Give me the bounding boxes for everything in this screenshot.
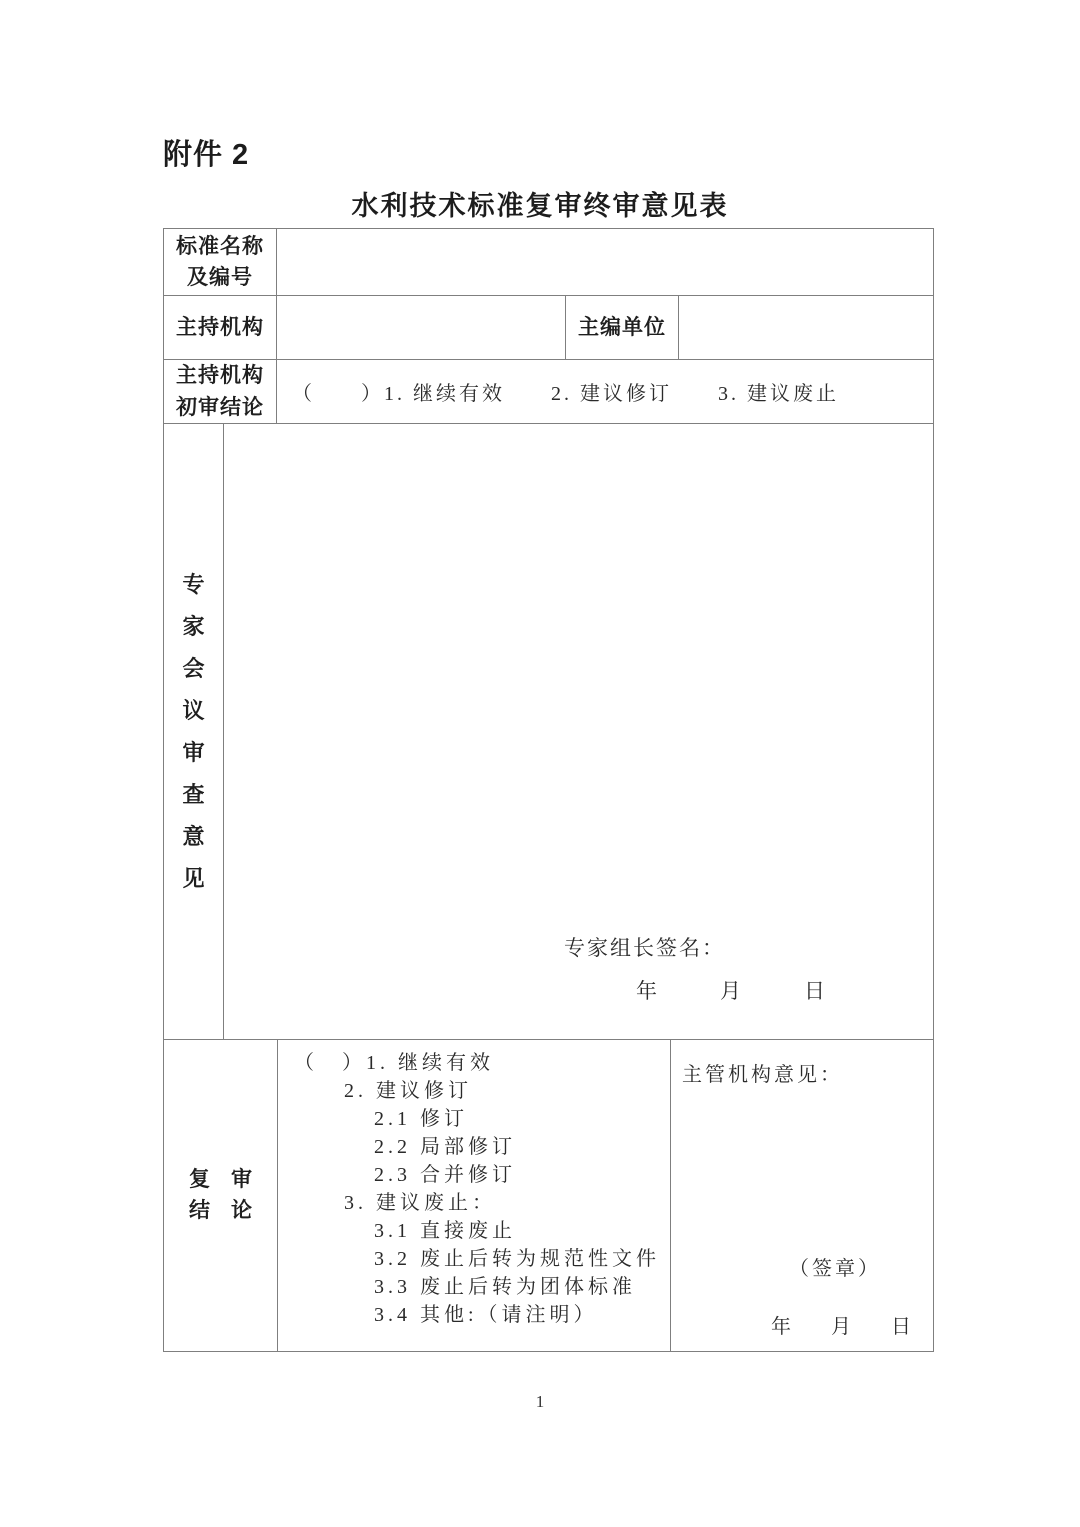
review-conclusion-options xyxy=(278,1040,671,1351)
preliminary-options-field[interactable]: （ ）1. 继续有效 2. 建议修订 3. 建议废止 xyxy=(292,383,839,405)
conclusion-option-line: 3. 建议废止： xyxy=(344,1192,496,1214)
conclusion-option-line: 2.3 合并修订 xyxy=(374,1164,516,1186)
expert-review-content-field[interactable] xyxy=(224,424,933,1039)
expert-leader-signature-line[interactable]: 专家组长签名： xyxy=(564,936,725,960)
row-expert-review xyxy=(164,424,933,1040)
preliminary-label xyxy=(164,360,277,423)
seal-label: （签章） xyxy=(789,1258,881,1280)
standard-name-label-line2: 及编号 xyxy=(187,266,253,289)
page-number: 1 xyxy=(535,1392,545,1411)
review-conclusion-label-line2: 结 论 xyxy=(189,1198,252,1222)
conclusion-option-line: 2.1 修订 xyxy=(374,1108,468,1130)
review-form-table xyxy=(163,228,934,1352)
conclusion-option-line[interactable]: （ ）1. 继续有效 xyxy=(294,1052,494,1074)
authority-date-line[interactable]: 年 月 日 xyxy=(771,1316,911,1338)
row-organizations xyxy=(164,296,933,360)
conclusion-option-line: 3.4 其他:（请注明） xyxy=(374,1304,598,1326)
chief-editor-label xyxy=(566,296,679,359)
conclusion-option-line: 3.2 废止后转为规范性文件 xyxy=(374,1248,660,1270)
chief-editor-label-text: 主编单位 xyxy=(578,315,666,339)
row-review-conclusion xyxy=(164,1040,933,1351)
row-standard-name xyxy=(164,229,933,296)
conclusion-option-line: 2. 建议修订 xyxy=(344,1080,472,1102)
standard-name-label-line1: 标准名称 xyxy=(176,234,264,258)
standard-name-label xyxy=(164,229,277,295)
chief-editor-value-field[interactable] xyxy=(679,296,933,359)
host-org-value-field[interactable] xyxy=(277,296,566,359)
preliminary-label-line2: 初审结论 xyxy=(176,395,264,419)
host-org-label-text: 主持机构 xyxy=(176,315,264,339)
standard-name-value-field[interactable] xyxy=(277,229,933,295)
conclusion-option-line: 3.1 直接废止 xyxy=(374,1220,516,1242)
page-title: 水利技术标准复审终审意见表 xyxy=(351,191,729,221)
preliminary-label-line1: 主持机构 xyxy=(176,364,264,387)
authority-opinion-cell[interactable] xyxy=(671,1040,933,1351)
conclusion-option-line: 3.3 废止后转为团体标准 xyxy=(374,1276,636,1298)
expert-review-label-text: 专家会议审查意见 xyxy=(182,571,205,891)
conclusion-option-line: 2.2 局部修订 xyxy=(374,1136,516,1158)
expert-review-label xyxy=(164,424,224,1039)
host-org-label xyxy=(164,296,277,359)
expert-review-date-line[interactable]: 年 月 日 xyxy=(636,979,825,1003)
attachment-label: 附件 2 xyxy=(163,139,250,171)
row-preliminary-conclusion xyxy=(164,360,933,424)
review-conclusion-label-line1: 复 审 xyxy=(189,1168,252,1192)
authority-opinion-label: 主管机构意见： xyxy=(682,1064,843,1086)
review-conclusion-label xyxy=(164,1040,278,1351)
